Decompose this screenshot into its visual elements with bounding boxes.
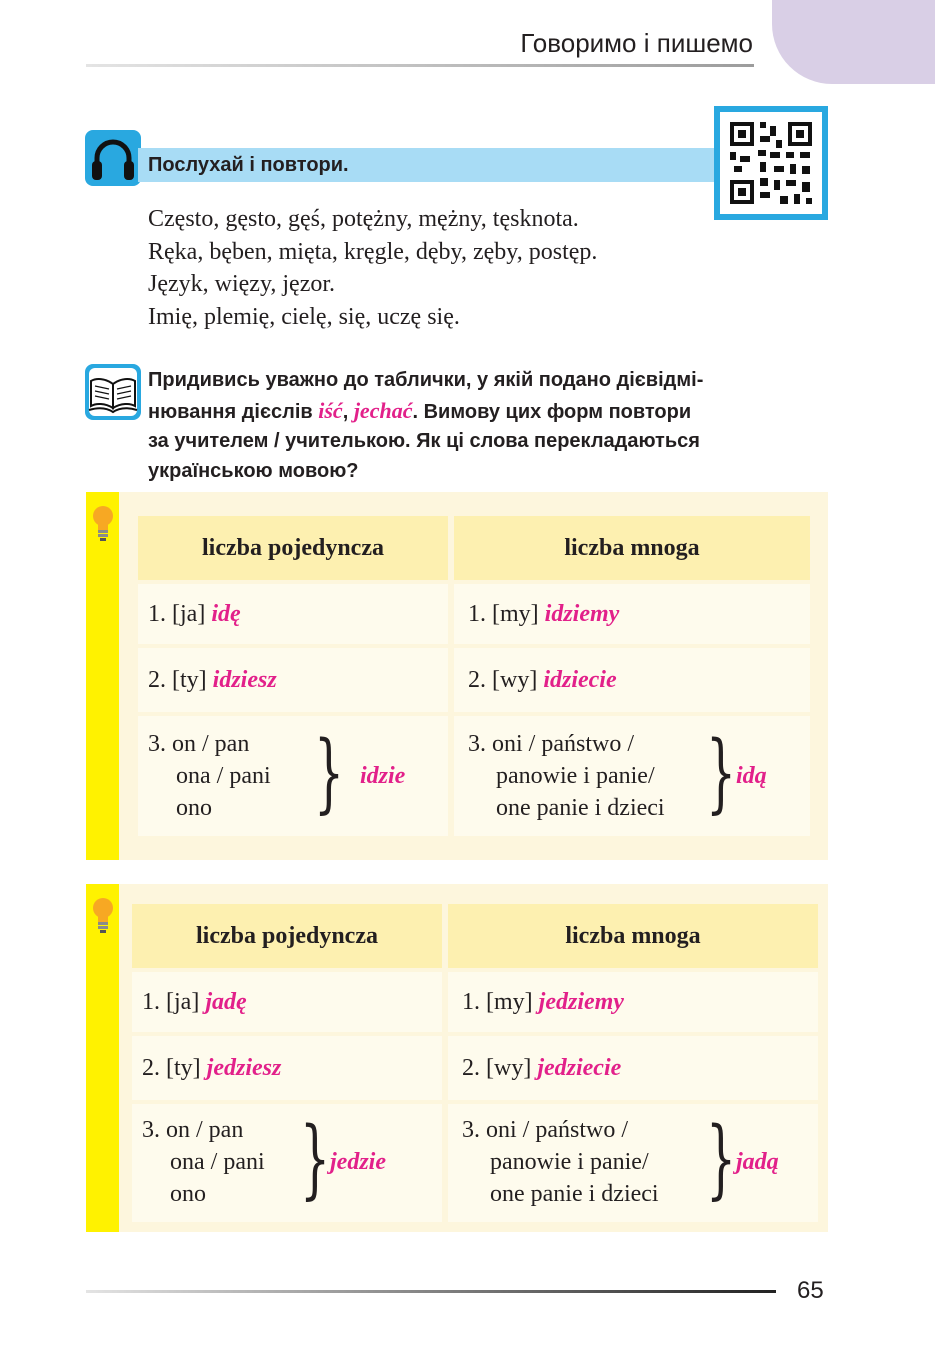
table-cell: [448, 1104, 818, 1222]
table-header-plural: liczba mnoga: [448, 904, 818, 968]
verb-form: jedziesz: [206, 1055, 282, 1081]
table-cell: [448, 972, 818, 1032]
right-brace: }: [314, 723, 345, 823]
table-cell: [454, 716, 810, 836]
verb-form: jedziemy: [538, 989, 624, 1015]
verb-form: idziecie: [543, 667, 617, 693]
pronoun-list: [142, 1114, 265, 1210]
header-divider: [86, 64, 754, 67]
pronunciation-word-list: [148, 203, 597, 333]
word-line: Imię, plemię, cielę, się, uczę się.: [148, 303, 460, 330]
cell-prefix: 2. [wy]: [468, 667, 544, 693]
right-brace: }: [706, 1109, 737, 1209]
pronoun-list: [148, 728, 271, 824]
lightbulb-icon: [91, 896, 115, 934]
pronoun-list: [462, 1114, 659, 1210]
task2-text-part: ,: [342, 400, 354, 423]
table-header-singular: liczba pojedyncza: [132, 904, 442, 968]
right-brace: }: [300, 1109, 331, 1209]
table-cell: [138, 584, 448, 644]
pronoun-line: panowie i panie/: [490, 1149, 649, 1175]
yellow-strip: [86, 884, 119, 1232]
table-header-singular: liczba pojedyncza: [138, 516, 448, 580]
cell-prefix: 1. [ja]: [148, 601, 212, 627]
task1-title: Послухай і повтори.: [148, 154, 349, 176]
lightbulb-icon: [91, 504, 115, 542]
corner-tab: [772, 0, 935, 84]
verb-form: jadą: [736, 1149, 779, 1175]
cell-prefix: 1. [my]: [462, 989, 539, 1015]
word-line: Język, więzy, jęzor.: [148, 271, 336, 297]
word-line: Często, gęsto, gęś, potężny, mężny, tęsknota.: [148, 206, 579, 232]
table-cell: [138, 648, 448, 712]
conjugation-panel-isc: [86, 492, 828, 860]
cell-prefix: 2. [ty]: [142, 1055, 207, 1081]
table-cell: [132, 1036, 442, 1100]
pronoun-line: ono: [176, 795, 212, 821]
pronoun-line: 3. on / pan: [148, 731, 250, 757]
pronoun-line: 3. oni / państwo /: [462, 1117, 628, 1143]
task2-text-part: . Вимову цих форм повтори: [412, 400, 692, 423]
cell-prefix: 1. [my]: [468, 601, 545, 627]
task2-instruction: [148, 366, 828, 486]
verb-jechac: jechać: [353, 397, 413, 423]
word-line: Ręka, bęben, mięta, kręgle, dęby, zęby, postęp.: [148, 238, 598, 265]
verb-form: jedziecie: [537, 1055, 622, 1081]
pronoun-line: 3. oni / państwo /: [468, 731, 634, 757]
pronoun-list: [468, 728, 665, 824]
page-number: 65: [797, 1277, 824, 1304]
qr-code-icon[interactable]: [714, 106, 828, 220]
pronoun-line: one panie i dzieci: [496, 795, 665, 821]
task2-line: за учителем / учителькою. Як ці слова перекладаються: [148, 430, 700, 452]
task2-line: Придивись уважно до таблички, у якій подано дієвідмі-: [148, 369, 704, 391]
verb-form: idę: [211, 601, 241, 627]
verb-form: idzie: [360, 763, 406, 789]
verb-form: jedzie: [330, 1149, 386, 1175]
task2-text-part: нювання дієслів: [148, 400, 319, 423]
task2-line: [148, 396, 828, 428]
table-cell: [448, 1036, 818, 1100]
verb-isc: iść: [318, 397, 343, 423]
conjugation-panel-jechac: [86, 884, 828, 1232]
open-book-icon: [85, 364, 141, 420]
headphones-icon: [85, 130, 141, 186]
pronoun-line: ono: [170, 1181, 206, 1207]
pronoun-line: panowie i panie/: [496, 763, 655, 789]
pronoun-line: one panie i dzieci: [490, 1181, 659, 1207]
right-brace: }: [706, 723, 737, 823]
yellow-strip: [86, 492, 119, 860]
verb-form: jadę: [205, 989, 247, 1015]
verb-form: idziesz: [212, 667, 277, 693]
footer-divider: [86, 1290, 776, 1293]
table-cell: [454, 584, 810, 644]
pronoun-line: 3. on / pan: [142, 1117, 244, 1143]
pronoun-line: ona / pani: [176, 763, 271, 789]
cell-prefix: 2. [wy]: [462, 1055, 538, 1081]
cell-prefix: 1. [ja]: [142, 989, 206, 1015]
page-header-title: Говоримо і пишемо: [520, 28, 753, 58]
task2-line: українською мовою?: [148, 459, 359, 482]
verb-form: idą: [736, 763, 767, 789]
table-header-plural: liczba mnoga: [454, 516, 810, 580]
table-cell: [454, 648, 810, 712]
pronoun-line: ona / pani: [170, 1149, 265, 1175]
cell-prefix: 2. [ty]: [148, 667, 213, 693]
table-cell: [132, 972, 442, 1032]
table-cell: [132, 1104, 442, 1222]
verb-form: idziemy: [544, 601, 620, 627]
table-cell: [138, 716, 448, 836]
